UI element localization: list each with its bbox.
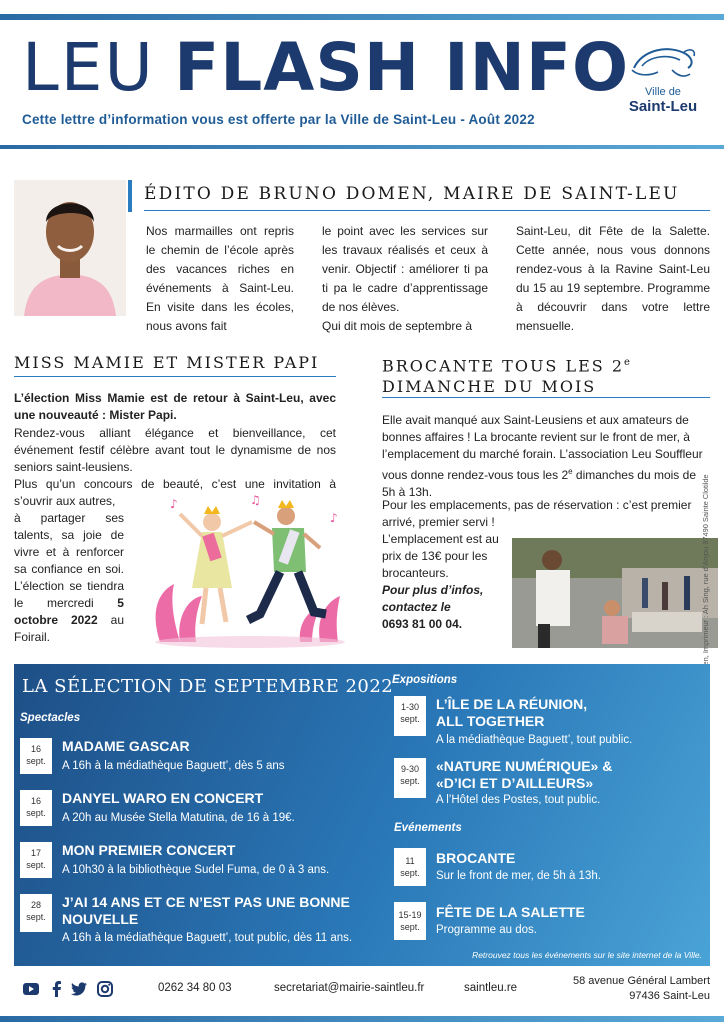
svg-text:♪: ♪ [330,511,338,525]
svg-text:♪: ♪ [170,497,178,511]
event-item [394,902,694,942]
youtube-icon[interactable] [22,980,40,998]
event-date-badge [394,902,426,940]
brocante-title-underline [382,397,710,398]
top-accent-bar [0,14,724,20]
event-title: MADAME GASCAR [62,738,190,754]
event-month: sept. [26,808,46,818]
event-title-line-1: J’AI 14 ANS ET CE N’EST PAS UNE BONNE [62,894,350,910]
brocante-title-line-2: DIMANCHE DU MOIS [382,377,597,397]
event-item [394,696,694,750]
event-month: sept. [400,714,420,724]
brocante-paragraph-1-end: dimanches du mois de 5h à 13h. [382,468,696,499]
masthead-title-flash: FLASH INFO [174,29,630,106]
event-description: A 16h à la médiathèque Baguett’, tout public, dès 11 ans. [62,932,353,944]
event-month: sept. [400,922,420,932]
event-month: sept. [26,756,46,766]
event-title: DANYEL WARO EN CONCERT [62,790,264,806]
event-day: 1-30 [400,702,419,712]
september-selection-panel [14,664,710,966]
brocante-phone: 0693 81 00 04. [382,617,463,631]
selection-footnote: Retrouvez tous les événements sur le site internet de la Ville. [472,950,702,960]
brocante-title [382,352,712,397]
brocante-photo [512,538,718,648]
miss-mamie-title: MISS MAMIE ET MISTER PAPI [14,353,320,372]
event-description: Sur le front de mer, de 5h à 13h. [436,870,601,882]
logo-ville-de: Ville de [645,86,681,98]
event-date-badge [394,696,426,736]
event-title: FÊTE DE LA SALETTE [436,904,585,920]
event-date-badge [20,894,52,932]
miss-mamie-paragraph-3-text: à partager ses talents, sa joie de vivre et à renforcer sa confiance en soi. L’élection se tiendra le mercredi [14,511,124,610]
event-item [20,842,380,882]
event-date-badge [394,758,426,798]
category-evenements: Evénements [394,822,462,834]
event-item [394,848,694,888]
brocante-paragraph-1 [382,412,710,501]
event-description: A 10h30 à la bibliothèque Sudel Fuma, de 0 à 3 ans. [62,864,330,876]
brocante-title-line-1: BROCANTE TOUS LES 2 [382,356,625,376]
edito-column-2-part-2: Qui dit mois de septembre à [322,319,473,333]
miss-mamie-lead [14,390,336,424]
event-date-badge [20,738,52,774]
turtle-logo-icon [628,40,698,84]
event-item [394,758,694,812]
masthead-subtitle: Cette lettre d’information vous est offerte par la Ville de Saint-Leu - Août 2022 [22,112,535,127]
category-expositions: Expositions [392,674,458,686]
footer [0,972,724,1012]
event-month: sept. [26,860,46,870]
footer-phone[interactable]: 0262 34 80 03 [158,982,232,994]
edito-column-1: Nos marmailles ont repris le chemin de l’école après des vacances riches en événements à Saint-Leu. En visite dans les écoles, nous avons fait [146,224,294,333]
event-month: sept. [26,912,46,922]
dancing-seniors-illustration [140,492,360,652]
event-day: 16 [30,796,41,806]
event-title: BROCANTE [436,850,516,866]
bottom-accent-bar [0,1016,724,1022]
brocante-paragraph-1-sup: e [568,467,573,476]
event-title-line-2: ALL TOGETHER [436,713,545,729]
brocante-paragraph-1-text: Elle avait manqué aux Saint-Leusiens et aux amateurs de bonnes affaires ! La brocante revient sur le front de mer, à l’emplacement du marché forain. L’association Leu Souffleur vous donne rendez-vous tous les 2 [382,413,703,482]
event-item [20,894,380,948]
event-date-badge [20,842,52,878]
event-title [436,696,587,730]
masthead-title [22,29,630,106]
mayor-portrait [14,180,126,316]
edito-accent-bar [128,180,132,212]
event-description: A la médiathèque Baguett’, tout public. [436,734,633,746]
twitter-icon[interactable] [70,980,88,998]
miss-mamie-paragraph-3-end: au Foirail. [14,613,124,644]
event-day: 15-19 [398,910,422,920]
event-title-line-1: «NATURE NUMÉRIQUE» & [436,758,613,774]
edito-column-2 [322,222,488,336]
saint-leu-logo [618,40,708,130]
miss-mamie-lead-text: L’élection Miss Mamie est de retour à Saint-Leu, avec une nouveauté : Mister Papi. [14,391,336,422]
svg-text:♫: ♫ [250,493,261,507]
edito-title-underline [144,210,710,211]
header-accent-bar [0,145,724,149]
footer-website[interactable]: saintleu.re [464,982,518,994]
footer-email[interactable]: secretariat@mairie-saintleu.fr [274,982,425,994]
brocante-paragraph-3: L’emplacement est au prix de 13€ pour les brocanteurs. [382,532,499,580]
event-item [20,738,380,778]
event-day: 28 [30,900,41,910]
miss-mamie-title-underline [14,376,336,377]
miss-mamie-date: 5 octobre 2022 [14,596,124,627]
brocante-paragraph-2: Pour les emplacements, pas de réservation : c’est premier arrivé, premier servi ! [382,498,692,529]
footer-address-line-1: 58 avenue Général Lambert [573,975,710,987]
event-item [20,790,380,830]
brocante-title-sup: e [624,357,632,368]
event-day: 9-30 [400,764,419,774]
instagram-icon[interactable] [96,980,114,998]
event-day: 11 [405,856,415,866]
event-title [62,894,350,928]
event-title: MON PREMIER CONCERT [62,842,236,858]
edito-column-2-part-1: le point avec les services sur les travaux réalisés et ceux à venir. Objectif : améliorer ti pa ti pa le cadre d’apprentissage de nos élèves. [322,224,488,314]
facebook-icon[interactable] [48,980,66,998]
event-day: 17 [30,848,41,858]
edito-column-3: Saint-Leu, dit Fête de la Salette. Cette année, nous vous donnons rendez-vous à la Ravine Saint-Leu du 15 au 19 septembre. Programme à découvrir dans votre lettre mensuelle. [516,224,710,333]
event-day: 16 [30,744,41,754]
category-spectacles: Spectacles [20,712,81,724]
edito-title: ÉDITO DE BRUNO DOMEN, MAIRE DE SAINT-LEU [144,184,680,204]
event-title-line-2: NOUVELLE [62,911,139,927]
miss-mamie-paragraph-1: Rendez-vous alliant élégance et bienveillance, cet événement festif célèbre avant tout le dynamisme de nos seniors saint-leusiens. [14,426,336,474]
event-description: A 20h au Musée Stella Matutina, de 16 à 19€. [62,812,295,824]
masthead-title-leu: LEU [22,29,155,106]
event-month: sept. [400,776,420,786]
brocante-contact-label: Pour plus d’infos, contactez le [382,583,484,614]
footer-address-line-2: 97436 Saint-Leu [629,990,710,1002]
event-description: Programme au dos. [436,924,537,936]
event-description: A 16h à la médiathèque Baguett’, dès 5 ans [62,760,285,772]
event-title-line-1: L’ÎLE DE LA RÉUNION, [436,696,588,712]
event-month: sept. [400,868,420,878]
logo-saint-leu: Saint-Leu [628,98,698,115]
event-date-badge [20,790,52,826]
miss-mamie-paragraph-2: Plus qu’un concours de beauté, c’est une invitation à s’ouvrir aux autres, [14,477,336,508]
footer-address [560,974,710,1004]
miss-mamie-paragraph-3 [14,510,124,646]
event-title [436,758,612,792]
event-description: A l’Hôtel des Postes, tout public. [436,794,601,806]
event-title-line-2: «D’ICI ET D’AILLEURS» [436,775,594,791]
event-date-badge [394,848,426,886]
selection-title: LA SÉLECTION DE SEPTEMBRE 2022 [22,676,394,697]
